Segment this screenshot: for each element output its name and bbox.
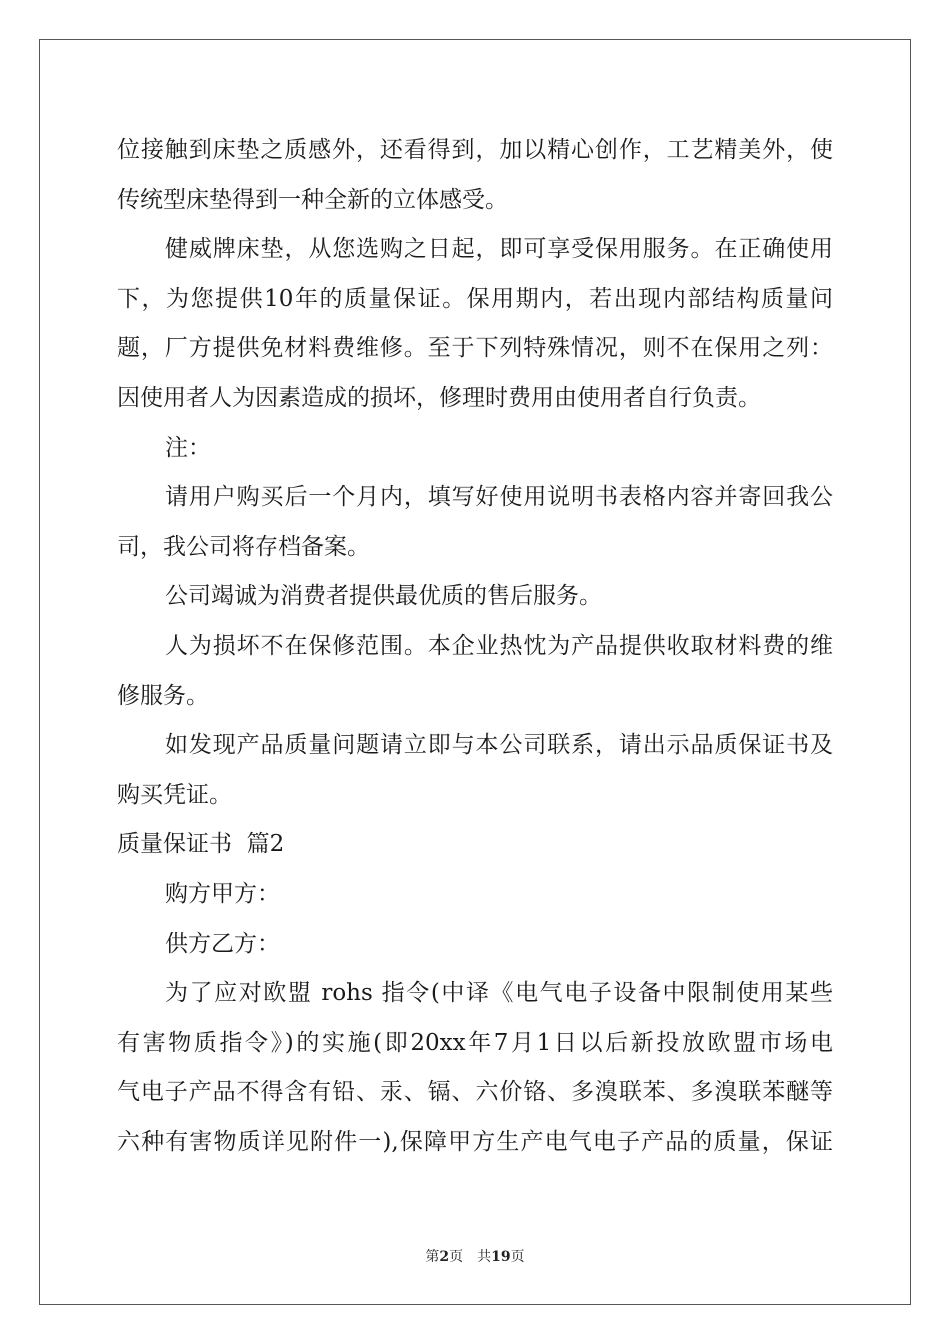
buyer-label: 购方甲方： [165, 880, 280, 907]
paragraph-start-line: 人为损坏不在保修范围。本企业热忱为产品提供收取材料费的维 [165, 632, 833, 659]
paragraph-start-line: 请用户购买后一个月内，填写好使用说明书表格内容并寄回我公 [165, 484, 833, 511]
text-line: 位接触到床垫之质感外，还看得到，加以精心创作，工艺精美外，使 [117, 137, 833, 163]
current-page-number: 2 [439, 1249, 450, 1265]
note-label: 注： [165, 434, 211, 461]
text-line: 有害物质指令》)的实施(即20xx年7月1日以后新投放欧盟市场电 [117, 1029, 833, 1056]
text-line: 传统型床垫得到一种全新的立体感受。 [117, 186, 508, 213]
total-suffix: 页 [510, 1249, 525, 1265]
paragraph-start-line: 如发现产品质量问题请立即与本公司联系，请出示品质保证书及 [165, 732, 833, 759]
text-line: 气电子产品不得含有铅、汞、镉、六价铬、多溴联苯、多溴联苯醚等 [117, 1079, 833, 1106]
text-line: 购买凭证。 [117, 781, 232, 808]
text-line: 因使用者人为因素造成的损坏，修理时费用由使用者自行负责。 [117, 384, 761, 411]
page-footer [0, 1246, 950, 1266]
page-suffix: 页 [449, 1249, 464, 1265]
text-line: 修服务。 [117, 682, 209, 709]
text-line: 六种有害物质详见附件一),保障甲方生产电气电子产品的质量，保证 [117, 1128, 833, 1155]
text-line: 司，我公司将存档备案。 [117, 533, 370, 560]
paragraph-start-line: 为了应对欧盟 rohs 指令(中译《电气电子设备中限制使用某些 [165, 980, 833, 1007]
document-body [117, 126, 833, 1167]
supplier-label: 供方乙方： [165, 930, 280, 957]
section-heading: 质量保证书 篇2 [117, 831, 285, 858]
page-prefix: 第 [425, 1249, 440, 1265]
total-page-count: 19 [491, 1249, 511, 1265]
paragraph-start-line: 健威牌床垫，从您选购之日起，即可享受保用服务。在正确使用 [165, 236, 833, 263]
paragraph-start-line: 公司竭诚为消费者提供最优质的售后服务。 [165, 583, 602, 610]
text-line: 下，为您提供10年的质量保证。保用期内，若出现内部结构质量问 [117, 285, 833, 312]
total-prefix: 共 [477, 1249, 492, 1265]
text-line: 题，厂方提供免材料费维修。至于下列特殊情况，则不在保用之列： [117, 335, 833, 362]
